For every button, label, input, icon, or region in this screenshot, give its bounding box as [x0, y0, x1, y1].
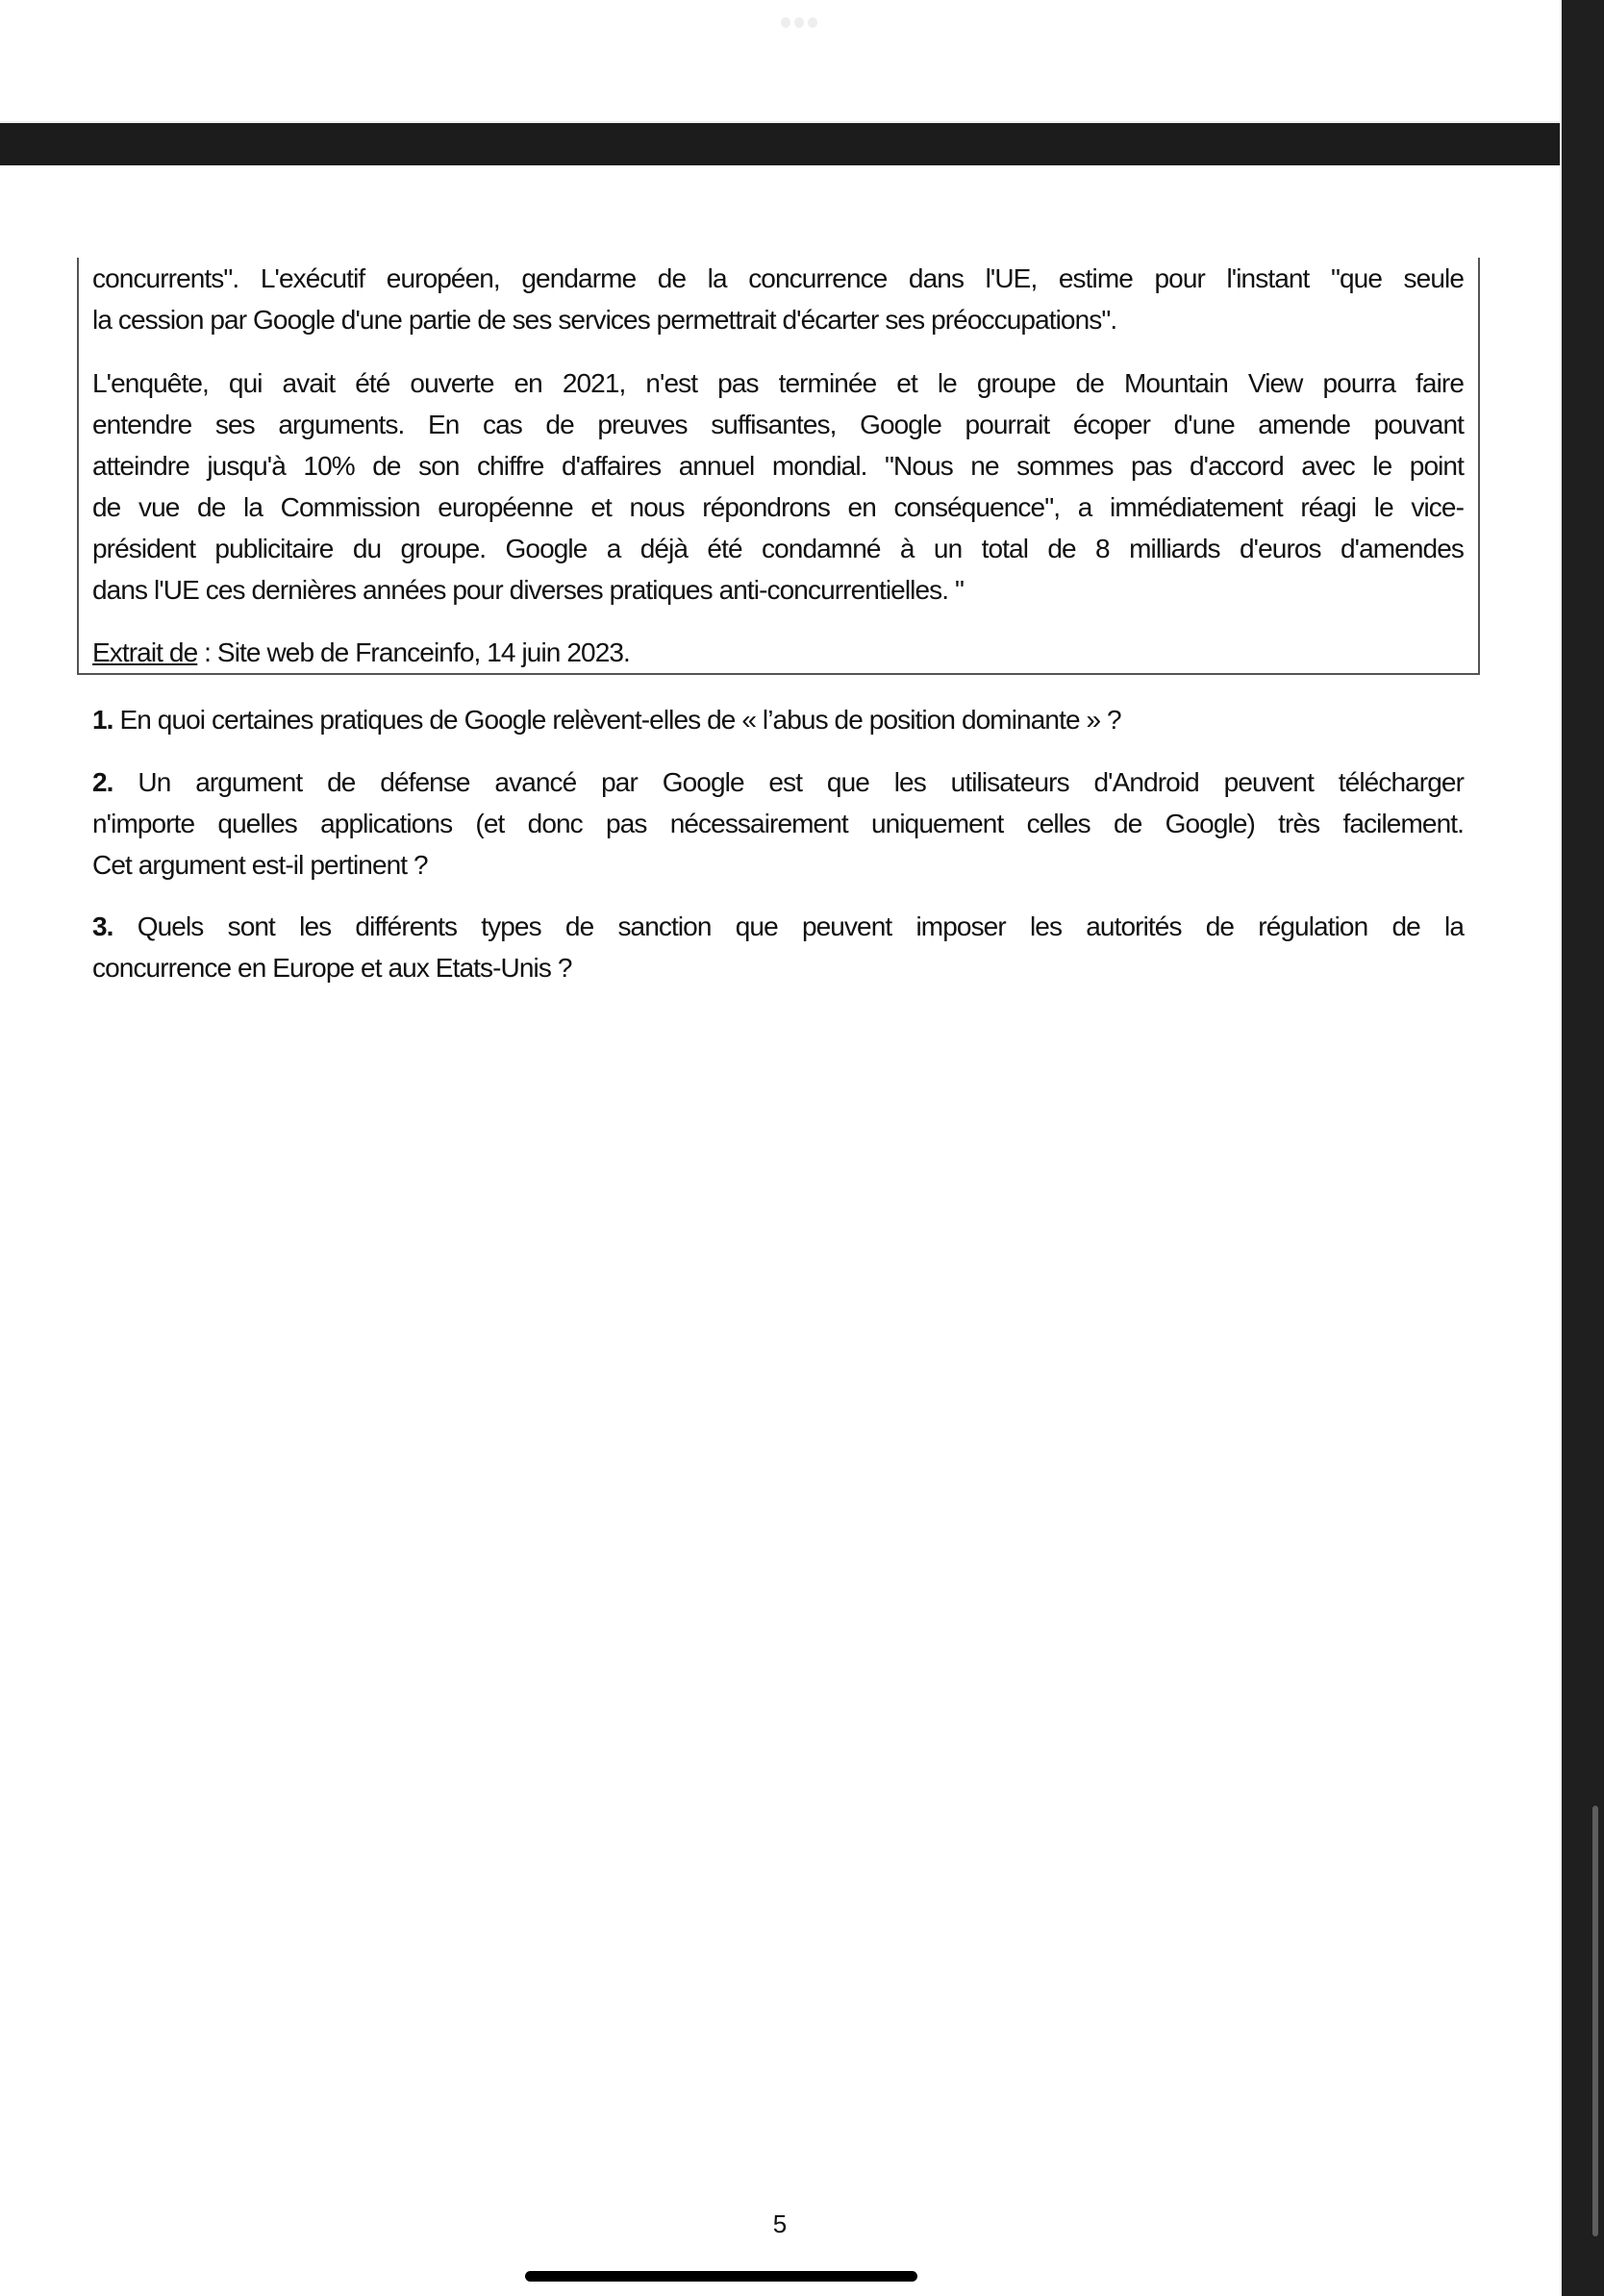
excerpt-line: dans l'UE ces dernières années pour diverses pratiques anti-concurrentielles. ": [92, 575, 965, 605]
question-2: [92, 761, 1464, 803]
excerpt-line: président publicitaire du groupe. Google a déjà été condamné à un total de 8 milliards d'euros d'amendes: [92, 534, 1464, 563]
question-text: Quels sont les différents types de sanction que peuvent imposer les autorités de régulation de la: [113, 911, 1464, 941]
excerpt-line: la cession par Google d'une partie de ses services permettrait d'écarter ses préoccupations".: [92, 305, 1117, 335]
question-text: Un argument de défense avancé par Google est que les utilisateurs d'Android peuvent télécharger: [113, 767, 1464, 797]
source-label: Extrait de: [92, 637, 198, 667]
question-number: 3.: [92, 911, 113, 941]
excerpt-line: de vue de la Commission européenne et nous répondrons en conséquence", a immédiatement réagi le vice-: [92, 492, 1464, 522]
top-toolbar-area: [0, 0, 1560, 119]
page-separator: [0, 121, 1560, 167]
question-number: 1.: [92, 705, 113, 735]
home-indicator[interactable]: [525, 2271, 917, 2282]
question-1: [92, 699, 1464, 740]
question-2-line: n'importe quelles applications (et donc pas nécessairement uniquement celles de Google) très facilement.: [92, 809, 1464, 838]
question-3-line: concurrence en Europe et aux Etats-Unis ?: [92, 953, 572, 983]
question-number: 2.: [92, 767, 113, 797]
page-number: 5: [772, 2209, 788, 2238]
source-text: : Site web de Franceinfo, 14 juin 2023.: [197, 637, 630, 667]
excerpt-line: L'enquête, qui avait été ouverte en 2021, n'est pas terminée et le groupe de Mountain View pourra faire: [92, 368, 1464, 398]
more-options-icon[interactable]: [781, 17, 817, 28]
excerpt-line: concurrents". L'exécutif européen, gendarme de la concurrence dans l'UE, estime pour l'instant "que seule: [92, 263, 1464, 293]
source-citation: [92, 632, 1464, 673]
excerpt-line: entendre ses arguments. En cas de preuves suffisantes, Google pourrait écoper d'une amende pouvant: [92, 410, 1464, 439]
dot: [781, 17, 790, 28]
question-3: [92, 906, 1464, 947]
question-text: En quoi certaines pratiques de Google relèvent-elles de « l’abus de position dominante » ?: [113, 705, 1121, 735]
question-2-line: Cet argument est-il pertinent ?: [92, 850, 428, 880]
excerpt-line: atteindre jusqu'à 10% de son chiffre d'affaires annuel mondial. "Nous ne sommes pas d'accord avec le point: [92, 451, 1464, 481]
dot: [794, 17, 804, 28]
dot: [808, 17, 817, 28]
scrollbar[interactable]: [1592, 1806, 1598, 2236]
